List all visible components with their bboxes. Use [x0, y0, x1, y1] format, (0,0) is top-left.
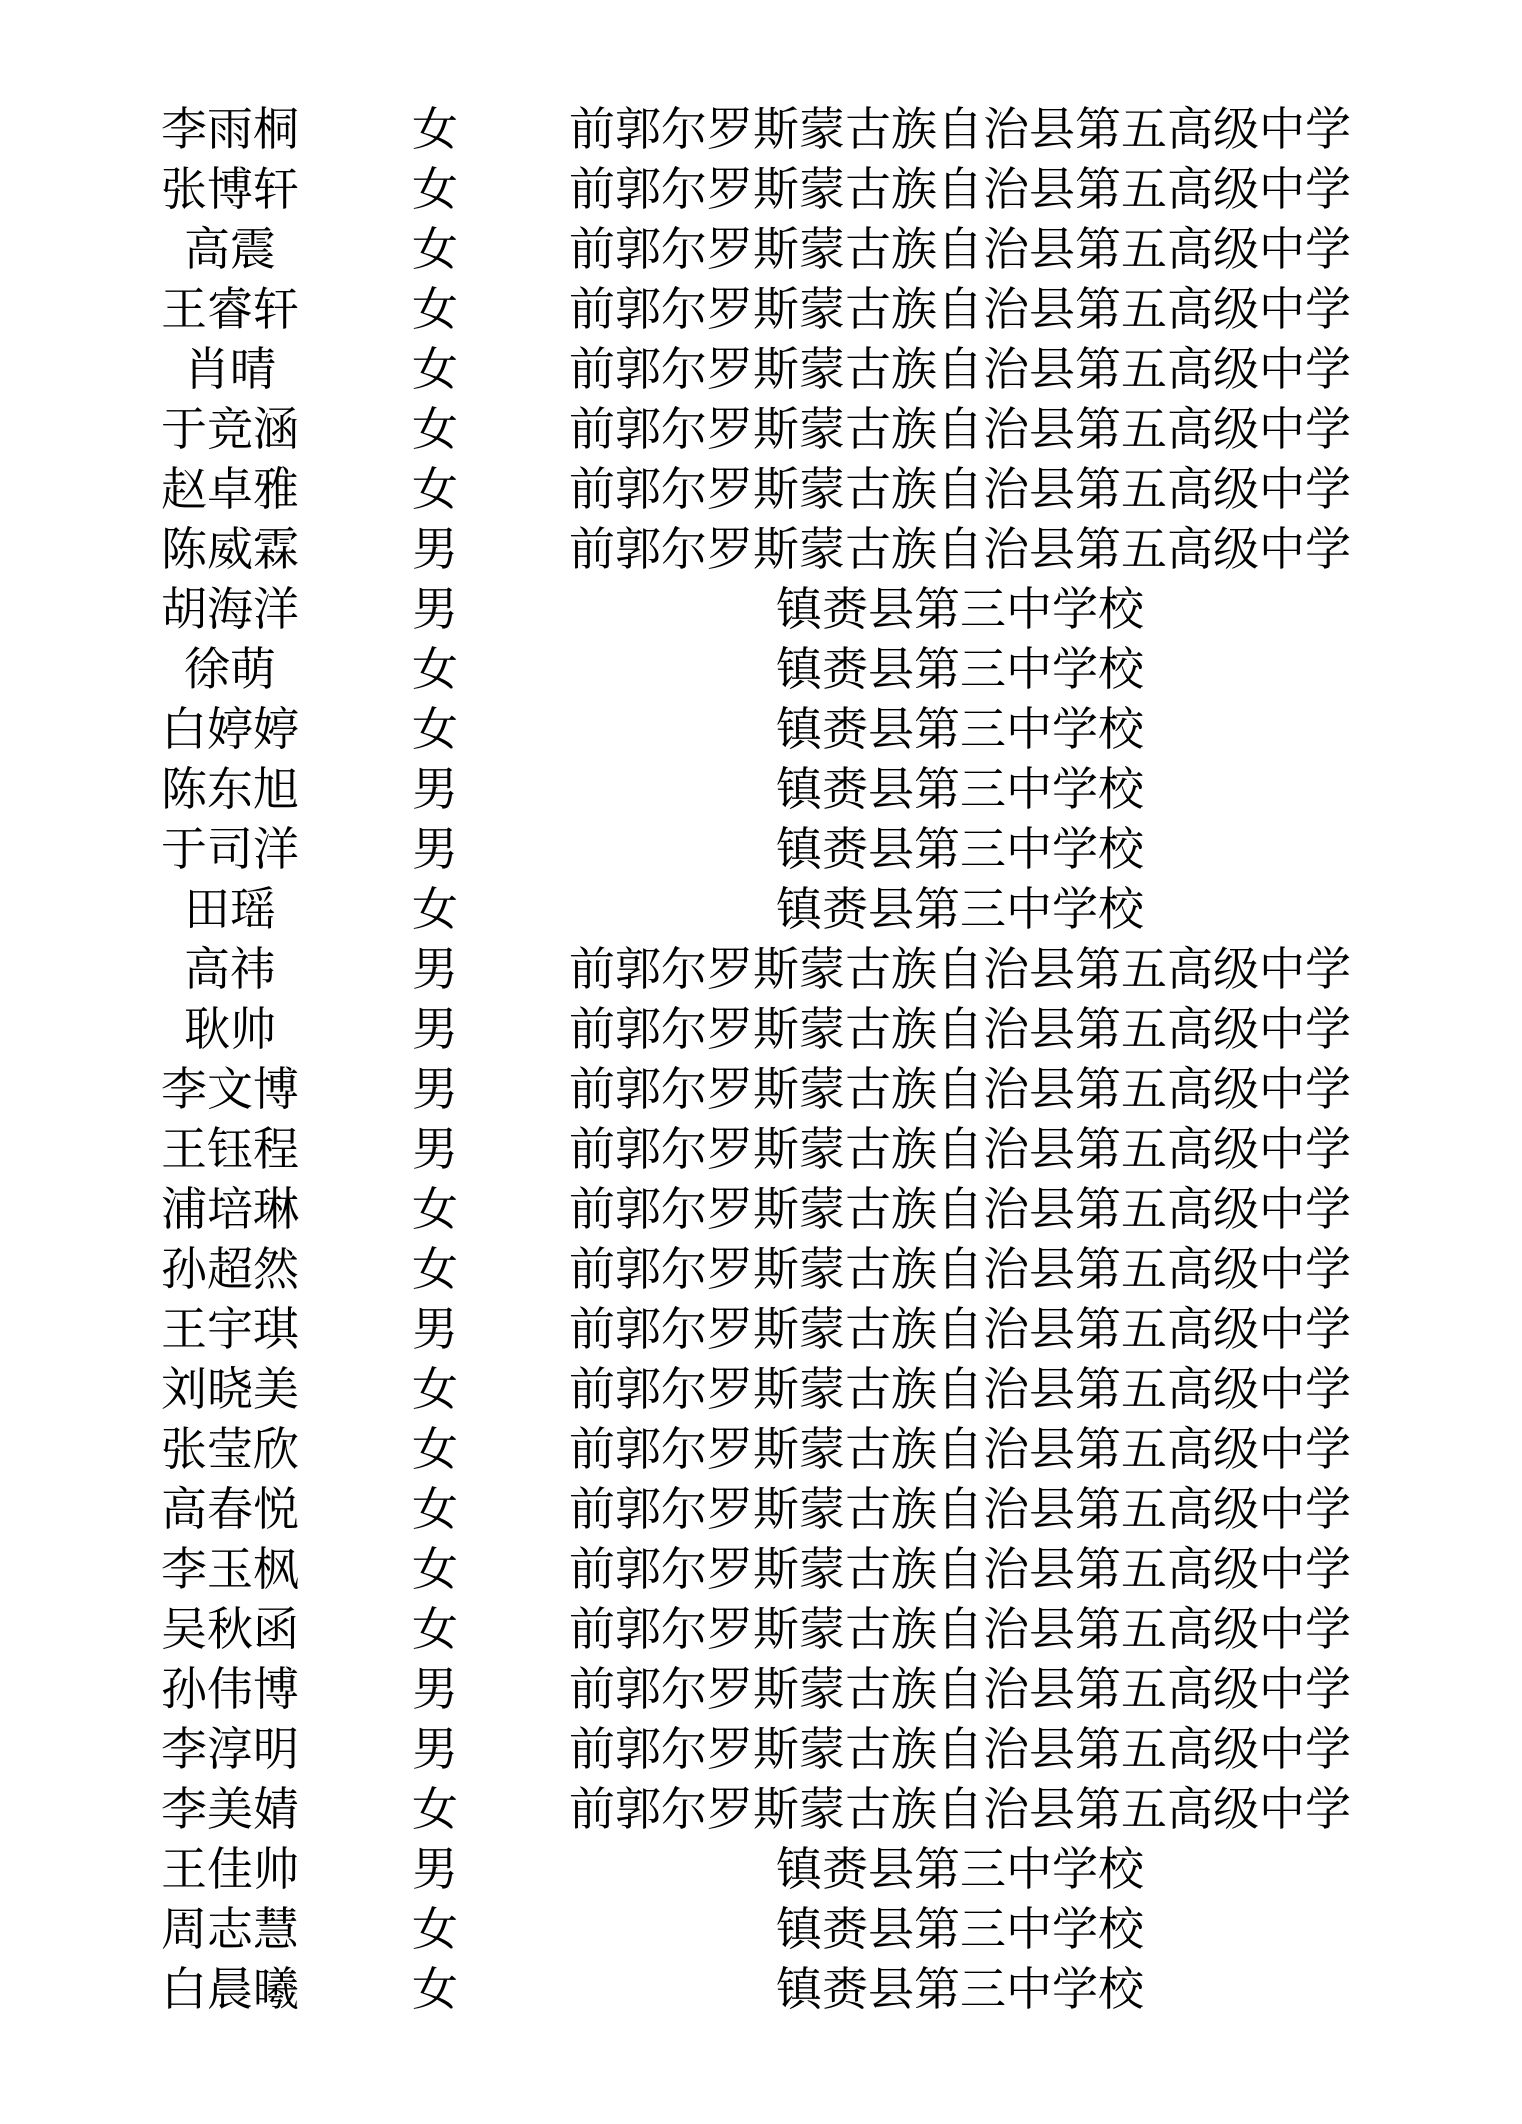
roster-row — [0, 1479, 1522, 1539]
student-gender: 女 — [412, 1482, 458, 1536]
roster-row — [0, 279, 1522, 339]
student-school: 前郭尔罗斯蒙古族自治县第五高级中学 — [569, 282, 1351, 336]
student-name: 陈威霖 — [161, 522, 299, 576]
student-school: 前郭尔罗斯蒙古族自治县第五高级中学 — [569, 1602, 1351, 1656]
student-name: 于司洋 — [161, 822, 299, 876]
student-gender: 女 — [412, 1602, 458, 1656]
student-name: 肖晴 — [184, 342, 276, 396]
student-name: 张莹欣 — [161, 1422, 299, 1476]
roster-row — [0, 219, 1522, 279]
student-gender: 女 — [412, 702, 458, 756]
roster-row — [0, 819, 1522, 879]
student-school: 前郭尔罗斯蒙古族自治县第五高级中学 — [569, 1662, 1351, 1716]
roster-row — [0, 999, 1522, 1059]
roster-row — [0, 1059, 1522, 1119]
roster-row — [0, 759, 1522, 819]
student-name: 白晨曦 — [161, 1962, 299, 2016]
student-name: 刘晓美 — [161, 1362, 299, 1416]
student-gender: 女 — [412, 282, 458, 336]
student-name: 高祎 — [184, 942, 276, 996]
student-school: 前郭尔罗斯蒙古族自治县第五高级中学 — [569, 1242, 1351, 1296]
roster-row — [0, 159, 1522, 219]
roster-row — [0, 699, 1522, 759]
student-gender: 女 — [412, 1782, 458, 1836]
student-name: 赵卓雅 — [161, 462, 299, 516]
student-school: 镇赉县第三中学校 — [776, 762, 1144, 816]
student-gender: 女 — [412, 1962, 458, 2016]
student-school: 前郭尔罗斯蒙古族自治县第五高级中学 — [569, 402, 1351, 456]
student-gender: 男 — [412, 1002, 458, 1056]
student-school: 前郭尔罗斯蒙古族自治县第五高级中学 — [569, 1362, 1351, 1416]
roster-row — [0, 1539, 1522, 1599]
student-name: 吴秋函 — [161, 1602, 299, 1656]
student-name: 李雨桐 — [161, 102, 299, 156]
student-school: 镇赉县第三中学校 — [776, 1842, 1144, 1896]
roster-row — [0, 1359, 1522, 1419]
student-gender: 女 — [412, 1902, 458, 1956]
student-gender: 女 — [412, 1362, 458, 1416]
roster-row — [0, 1959, 1522, 2019]
student-name: 陈东旭 — [161, 762, 299, 816]
roster-row — [0, 339, 1522, 399]
student-gender: 女 — [412, 1422, 458, 1476]
student-school: 前郭尔罗斯蒙古族自治县第五高级中学 — [569, 1482, 1351, 1536]
student-name: 高震 — [184, 222, 276, 276]
student-school: 镇赉县第三中学校 — [776, 1902, 1144, 1956]
roster-row — [0, 579, 1522, 639]
student-school: 镇赉县第三中学校 — [776, 582, 1144, 636]
student-name: 耿帅 — [184, 1002, 276, 1056]
student-name: 王宇琪 — [161, 1302, 299, 1356]
student-school: 前郭尔罗斯蒙古族自治县第五高级中学 — [569, 1182, 1351, 1236]
student-gender: 男 — [412, 1302, 458, 1356]
student-gender: 女 — [412, 642, 458, 696]
student-school: 前郭尔罗斯蒙古族自治县第五高级中学 — [569, 1122, 1351, 1176]
student-gender: 男 — [412, 762, 458, 816]
roster-row — [0, 519, 1522, 579]
student-gender: 女 — [412, 1542, 458, 1596]
roster-row — [0, 1119, 1522, 1179]
student-name: 李玉枫 — [161, 1542, 299, 1596]
roster-row — [0, 1779, 1522, 1839]
student-gender: 女 — [412, 1182, 458, 1236]
roster-row — [0, 1179, 1522, 1239]
student-gender: 女 — [412, 162, 458, 216]
student-gender: 女 — [412, 1242, 458, 1296]
student-school: 前郭尔罗斯蒙古族自治县第五高级中学 — [569, 102, 1351, 156]
student-school: 前郭尔罗斯蒙古族自治县第五高级中学 — [569, 1722, 1351, 1776]
roster-row — [0, 639, 1522, 699]
student-gender: 女 — [412, 102, 458, 156]
student-school: 前郭尔罗斯蒙古族自治县第五高级中学 — [569, 1302, 1351, 1356]
student-name: 高春悦 — [161, 1482, 299, 1536]
student-gender: 女 — [412, 462, 458, 516]
student-gender: 男 — [412, 522, 458, 576]
student-name: 张博轩 — [161, 162, 299, 216]
student-school: 镇赉县第三中学校 — [776, 882, 1144, 936]
student-name: 胡海洋 — [161, 582, 299, 636]
student-school: 前郭尔罗斯蒙古族自治县第五高级中学 — [569, 1062, 1351, 1116]
student-school: 镇赉县第三中学校 — [776, 822, 1144, 876]
student-name: 浦培琳 — [161, 1182, 299, 1236]
student-gender: 女 — [412, 402, 458, 456]
roster-row — [0, 399, 1522, 459]
student-name: 于竞涵 — [161, 402, 299, 456]
student-school: 镇赉县第三中学校 — [776, 1962, 1144, 2016]
student-school: 镇赉县第三中学校 — [776, 702, 1144, 756]
student-name: 王佳帅 — [161, 1842, 299, 1896]
roster-row — [0, 1719, 1522, 1779]
roster-row — [0, 939, 1522, 999]
student-gender: 男 — [412, 582, 458, 636]
student-name: 孙伟博 — [161, 1662, 299, 1716]
student-gender: 男 — [412, 1722, 458, 1776]
roster-row — [0, 1899, 1522, 1959]
student-name: 孙超然 — [161, 1242, 299, 1296]
student-name: 周志慧 — [161, 1902, 299, 1956]
student-gender: 男 — [412, 1062, 458, 1116]
student-gender: 女 — [412, 882, 458, 936]
student-name: 白婷婷 — [161, 702, 299, 756]
student-name: 王钰程 — [161, 1122, 299, 1176]
student-school: 前郭尔罗斯蒙古族自治县第五高级中学 — [569, 1422, 1351, 1476]
student-school: 前郭尔罗斯蒙古族自治县第五高级中学 — [569, 222, 1351, 276]
student-name: 李美婧 — [161, 1782, 299, 1836]
roster-row — [0, 1839, 1522, 1899]
student-name: 李淳明 — [161, 1722, 299, 1776]
student-gender: 男 — [412, 1842, 458, 1896]
student-name: 田瑶 — [184, 882, 276, 936]
student-gender: 女 — [412, 222, 458, 276]
roster-row — [0, 1599, 1522, 1659]
student-gender: 女 — [412, 342, 458, 396]
student-gender: 男 — [412, 1662, 458, 1716]
student-school: 前郭尔罗斯蒙古族自治县第五高级中学 — [569, 162, 1351, 216]
roster-row — [0, 1299, 1522, 1359]
student-roster — [0, 99, 1522, 2019]
student-gender: 男 — [412, 942, 458, 996]
roster-row — [0, 99, 1522, 159]
roster-row — [0, 1239, 1522, 1299]
student-school: 前郭尔罗斯蒙古族自治县第五高级中学 — [569, 1542, 1351, 1596]
student-gender: 男 — [412, 1122, 458, 1176]
student-school: 镇赉县第三中学校 — [776, 642, 1144, 696]
student-name: 李文博 — [161, 1062, 299, 1116]
roster-row — [0, 459, 1522, 519]
student-school: 前郭尔罗斯蒙古族自治县第五高级中学 — [569, 462, 1351, 516]
student-school: 前郭尔罗斯蒙古族自治县第五高级中学 — [569, 522, 1351, 576]
student-gender: 男 — [412, 822, 458, 876]
student-school: 前郭尔罗斯蒙古族自治县第五高级中学 — [569, 1002, 1351, 1056]
roster-row — [0, 1419, 1522, 1479]
student-name: 徐萌 — [184, 642, 276, 696]
roster-row — [0, 879, 1522, 939]
roster-row — [0, 1659, 1522, 1719]
student-name: 王睿轩 — [161, 282, 299, 336]
student-school: 前郭尔罗斯蒙古族自治县第五高级中学 — [569, 1782, 1351, 1836]
student-school: 前郭尔罗斯蒙古族自治县第五高级中学 — [569, 942, 1351, 996]
student-school: 前郭尔罗斯蒙古族自治县第五高级中学 — [569, 342, 1351, 396]
